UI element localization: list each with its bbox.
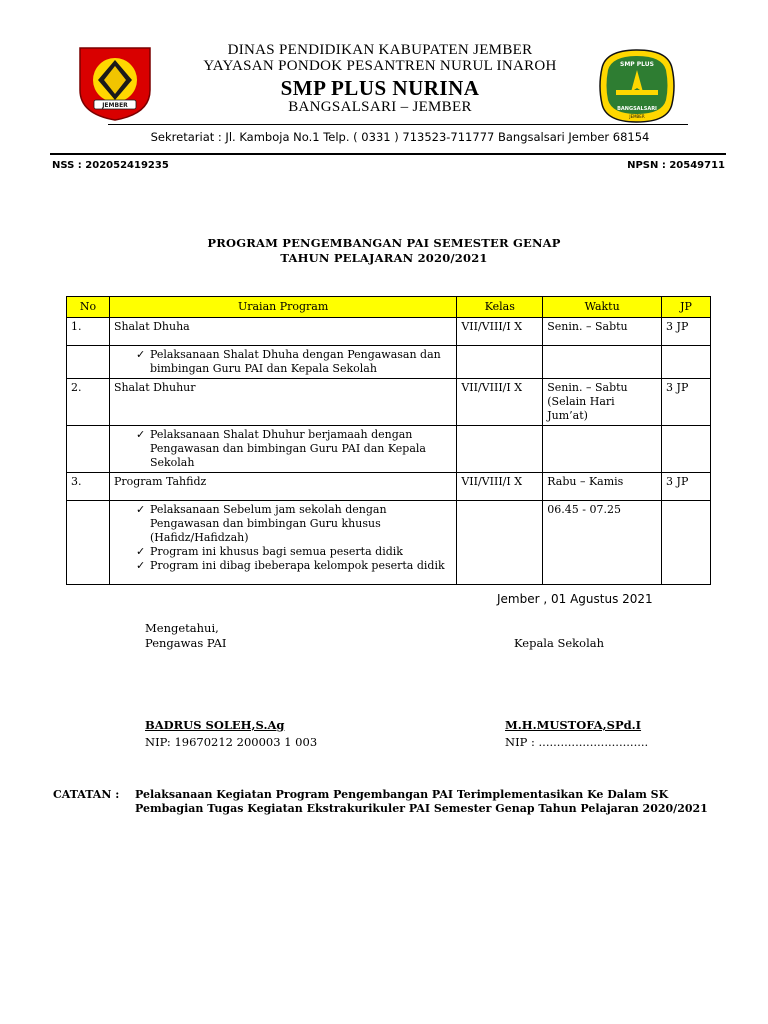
- cell-jp: 3 JP: [662, 473, 711, 501]
- cell-program: Program Tahfidz: [109, 473, 456, 501]
- cell-kelas: VII/VIII/I X: [457, 473, 543, 501]
- doc-title-line1: PROGRAM PENGEMBANGAN PAI SEMESTER GENAP: [207, 236, 561, 250]
- note-line2: Pembagian Tugas Kegiatan Ekstrakurikuler PAI Semester Genap Tahun Pelajaran 2020/2021: [135, 802, 708, 815]
- note-line1: Pelaksanaan Kegiatan Program Pengembangan PAI Terimplementasikan Ke Dalam SK: [135, 788, 669, 801]
- program-table: [66, 296, 711, 585]
- column-header-no: No: [67, 297, 110, 318]
- list-item: ✓ Pelaksanaan Sebelum jam sekolah dengan Pengawasan dan bimbingan Guru khusus (Hafidz/Hafidzah): [135, 503, 387, 544]
- cell-waktu: Rabu – Kamis: [543, 473, 662, 501]
- cell-no: 2.: [67, 379, 110, 426]
- check-icon: ✓: [135, 348, 146, 361]
- table-detail-row: [67, 426, 711, 473]
- cell-detail-waktu: 06.45 - 07.25: [543, 501, 662, 585]
- check-icon: ✓: [135, 545, 146, 558]
- list-item: ✓ Program ini khusus bagi semua peserta didik: [135, 545, 403, 558]
- signature-right-name: M.H.MUSTOFA,SPd.I: [505, 718, 642, 732]
- signature-right-nip: NIP : ..............................: [505, 735, 649, 749]
- column-header-waktu: Waktu: [543, 297, 662, 318]
- svg-text:BANGSALSARI: BANGSALSARI: [617, 106, 657, 112]
- column-header-jp: JP: [662, 297, 711, 318]
- address-divider: [50, 153, 726, 155]
- column-header-kelas: Kelas: [457, 297, 543, 318]
- note-label: CATATAN :: [53, 788, 120, 801]
- header-city: BANGSALSARI – JEMBER: [288, 99, 472, 115]
- cell-program: Shalat Dhuha: [109, 318, 456, 346]
- header-address: Sekretariat : Jl. Kamboja No.1 Telp. ( 0331 ) 713523-711777 Bangsalsari Jember 68154: [150, 130, 650, 144]
- signature-right-role: Kepala Sekolah: [514, 636, 605, 650]
- cell-details: [109, 501, 456, 585]
- npsn-number: NPSN : 20549711: [627, 160, 725, 171]
- table-row: [67, 318, 711, 346]
- smp-plus-logo: [598, 48, 676, 124]
- list-item: ✓ Pelaksanaan Shalat Dhuhur berjamaah dengan Pengawasan dan bimbingan Guru PAI dan Kepala Sekolah: [135, 428, 426, 469]
- cell-no: 1.: [67, 318, 110, 346]
- signature-date: Jember , 01 Agustus 2021: [497, 592, 653, 606]
- table-row: [67, 473, 711, 501]
- cell-jp: 3 JP: [662, 379, 711, 426]
- table-detail-row: [67, 501, 711, 585]
- svg-text:JEMBER: JEMBER: [629, 114, 645, 119]
- check-icon: ✓: [135, 428, 146, 441]
- cell-no: 3.: [67, 473, 110, 501]
- table-header-row: [67, 297, 711, 318]
- list-item: ✓ Pelaksanaan Shalat Dhuha dengan Pengawasan dan bimbingan Guru PAI dan Kepala Sekolah: [135, 348, 441, 375]
- cell-details: [109, 426, 456, 473]
- table-detail-row: [67, 346, 711, 379]
- cell-details: [109, 346, 456, 379]
- signature-left-role: Pengawas PAI: [145, 636, 227, 650]
- signature-left-nip: NIP: 19670212 200003 1 003: [145, 735, 318, 749]
- column-header-program: Uraian Program: [109, 297, 456, 318]
- header-line2: YAYASAN PONDOK PESANTREN NURUL INAROH: [203, 58, 557, 74]
- list-item: ✓ Program ini dibag ibeberapa kelompok peserta didik: [135, 559, 445, 572]
- header-divider: [108, 124, 688, 125]
- cell-kelas: VII/VIII/I X: [457, 379, 543, 426]
- header-line1: DINAS PENDIDIKAN KABUPATEN JEMBER: [227, 42, 533, 58]
- school-name: SMP PLUS NURINA: [280, 76, 480, 100]
- cell-detail-waktu: [543, 346, 662, 379]
- signature-left-name: BADRUS SOLEH,S.Ag: [145, 718, 285, 732]
- check-icon: ✓: [135, 503, 146, 516]
- jember-logo: [76, 44, 154, 122]
- svg-text:JEMBER: JEMBER: [102, 102, 128, 109]
- cell-jp: 3 JP: [662, 318, 711, 346]
- svg-text:SMP PLUS: SMP PLUS: [620, 61, 654, 68]
- signature-known: Mengetahui,: [145, 621, 219, 635]
- cell-waktu: Senin. – Sabtu (Selain Hari Jum’at): [543, 379, 662, 426]
- nss-number: NSS : 202052419235: [52, 160, 169, 171]
- cell-program: Shalat Dhuhur: [109, 379, 456, 426]
- cell-detail-waktu: [543, 426, 662, 473]
- doc-title-line2: TAHUN PELAJARAN 2020/2021: [280, 251, 488, 265]
- cell-kelas: VII/VIII/I X: [457, 318, 543, 346]
- check-icon: ✓: [135, 559, 146, 572]
- cell-waktu: Senin. – Sabtu: [543, 318, 662, 346]
- table-row: [67, 379, 711, 426]
